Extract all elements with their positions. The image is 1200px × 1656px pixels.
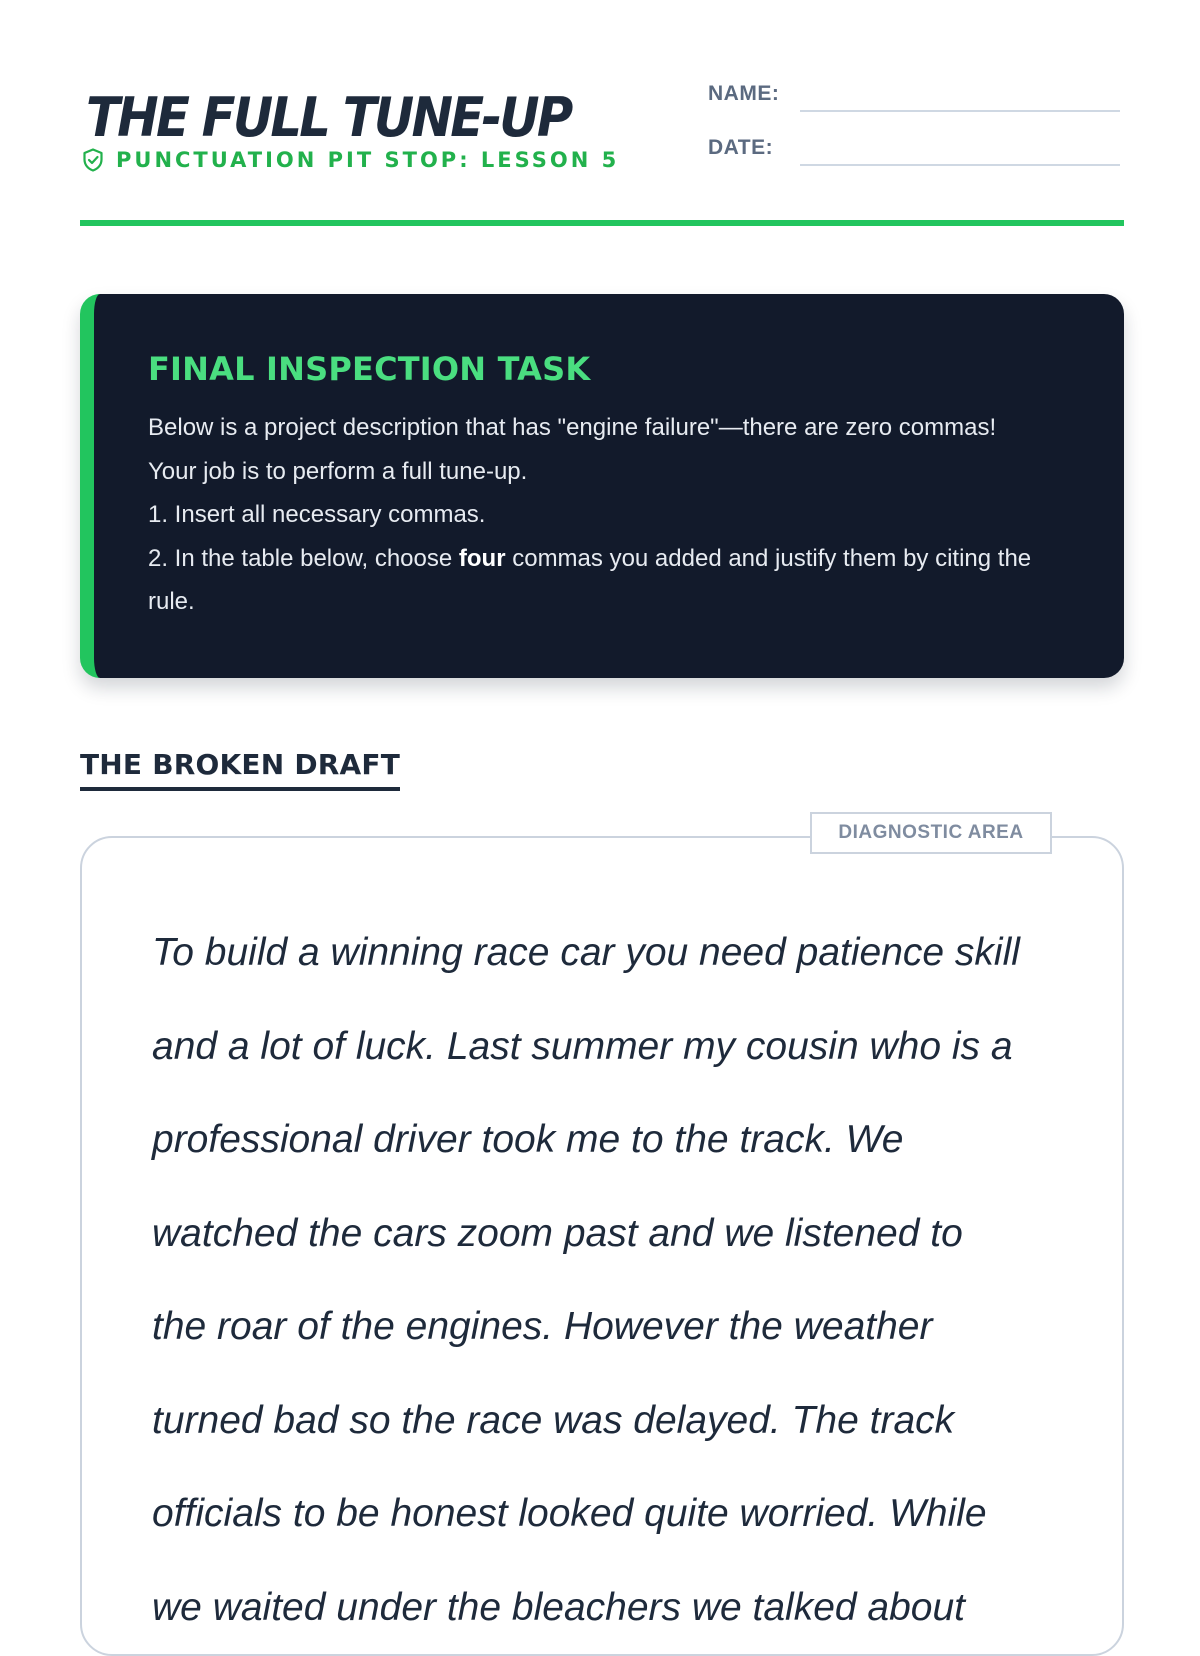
draft-line: To build a winning race car you need patience skill xyxy=(152,931,1020,974)
task-instructions xyxy=(148,406,1048,624)
lesson-subtitle xyxy=(82,148,619,172)
shield-check-icon xyxy=(82,148,104,172)
task-step-2-after: commas you added and justify them by citing the rule. xyxy=(148,544,1032,615)
task-card xyxy=(80,294,1124,678)
draft-line: officials to be honest looked quite worried. While xyxy=(152,1492,987,1535)
task-intro: Below is a project description that has "engine failure"—there are zero commas! Your job is to perform a full tune-up. xyxy=(148,414,997,485)
student-fields xyxy=(708,76,1120,184)
name-input-line[interactable] xyxy=(800,110,1120,112)
draft-line: we waited under the bleachers we talked about xyxy=(152,1585,966,1629)
broken-draft-text[interactable] xyxy=(152,906,1072,1654)
diagnostic-area-tag: DIAGNOSTIC AREA xyxy=(810,812,1052,854)
header-divider xyxy=(80,220,1124,226)
draft-line: watched the cars zoom past and we listened to xyxy=(152,1211,963,1255)
worksheet-header xyxy=(80,76,1120,176)
date-label: DATE: xyxy=(708,136,774,159)
date-field[interactable] xyxy=(708,130,1120,184)
name-label: NAME: xyxy=(708,82,780,105)
date-input-line[interactable] xyxy=(800,164,1120,166)
subtitle-text: PUNCTUATION PIT STOP: LESSON 5 xyxy=(116,148,620,172)
section-heading-broken-draft: THE BROKEN DRAFT xyxy=(80,748,400,791)
draft-line: and a lot of luck. Last summer my cousin who is a xyxy=(152,1024,1013,1068)
draft-line: professional driver took me to the track. We xyxy=(152,1118,904,1161)
task-title: FINAL INSPECTION TASK xyxy=(148,350,591,388)
name-field[interactable] xyxy=(708,76,1120,130)
page-title: THE FULL TUNE-UP xyxy=(86,86,571,149)
task-step-2 xyxy=(148,537,1048,624)
task-step-1: 1. Insert all necessary commas. xyxy=(148,501,486,528)
draft-line: turned bad so the race was delayed. The track xyxy=(152,1398,955,1442)
draft-line: the roar of the engines. However the weather xyxy=(152,1305,933,1348)
task-step-2-before: 2. In the table below, choose xyxy=(148,544,459,572)
task-step-2-emphasis: four xyxy=(458,544,506,572)
